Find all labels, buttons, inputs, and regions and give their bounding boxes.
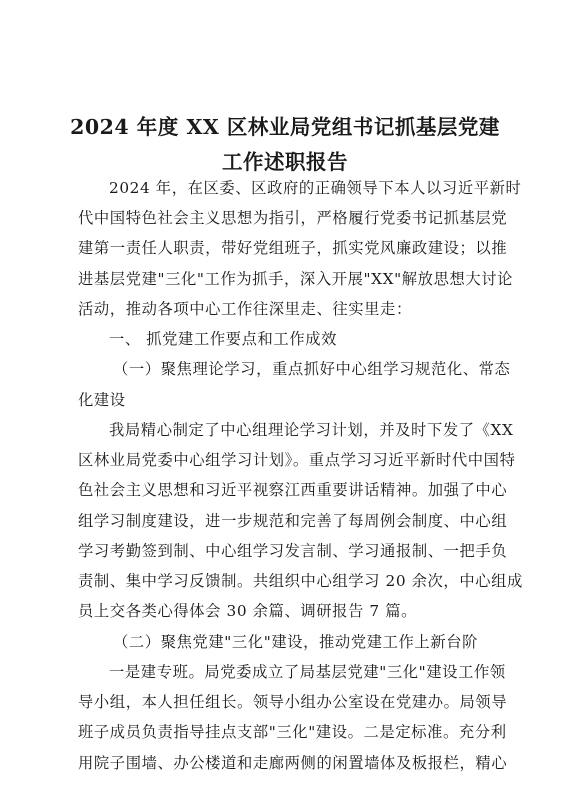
paragraph-line: 2024 年，在区委、区政府的正确领导下本人以习近平新时 bbox=[109, 179, 522, 197]
subsection-heading: （一）聚焦理论学习，重点抓好中心组学习规范化、常态 bbox=[113, 360, 511, 378]
paragraph-line: 导小组，本人担任组长。领导小组办公室设在党建办。局领导 bbox=[78, 693, 508, 711]
paragraph-line: 一是建专班。局党委成立了局基层党建"三化"建设工作领 bbox=[109, 663, 506, 681]
paragraph-line: 进基层党建"三化"工作为抓手，深入开展"XX"解放思想大讨论 bbox=[78, 270, 514, 288]
paragraph-line: 员上交各类心得体会 30 余篇、调研报告 7 篇。 bbox=[78, 602, 417, 620]
paragraph-line: 责制、集中学习反馈制。共组织中心组学习 20 余次，中心组成 bbox=[78, 572, 523, 590]
paragraph-line: 区林业局党委中心组学习计划》。重点学习习近平新时代中国特 bbox=[78, 451, 516, 469]
paragraph-line: 组学习制度建设，进一步规范和完善了每周例会制度、中心组 bbox=[78, 512, 508, 530]
subsection-heading: （二）聚焦党建"三化"建设，推动党建工作上新台阶 bbox=[113, 633, 479, 651]
document-title-line-1: 2024 年度 XX 区林业局党组书记抓基层党建 bbox=[70, 115, 500, 139]
paragraph-line: 活动，推动各项中心工作往深里走、往实里走： bbox=[78, 300, 412, 318]
section-heading: 一、 抓党建工作要点和工作成效 bbox=[109, 330, 338, 348]
subsection-heading-cont: 化建设 bbox=[78, 391, 126, 409]
paragraph-line: 色社会主义思想和习近平视察江西重要讲话精神。加强了中心 bbox=[78, 481, 508, 499]
paragraph-line: 建第一责任人职责，带好党组班子，抓实党风廉政建设；以推 bbox=[78, 239, 508, 257]
paragraph-line: 学习考勤签到制、中心组学习发言制、学习通报制、一把手负 bbox=[78, 542, 508, 560]
document-title-line-2: 工作述职报告 bbox=[222, 150, 348, 174]
paragraph-line: 用院子围墙、办公楼道和走廊两侧的闲置墙体及板报栏，精心 bbox=[78, 754, 508, 772]
paragraph-line: 班子成员负责指导挂点支部"三化"建设。二是定标准。充分利 bbox=[78, 723, 507, 741]
paragraph-line: 我局精心制定了中心组理论学习计划，并及时下发了《XX bbox=[109, 421, 514, 439]
paragraph-line: 代中国特色社会主义思想为指引，严格履行党委书记抓基层党 bbox=[78, 209, 508, 227]
